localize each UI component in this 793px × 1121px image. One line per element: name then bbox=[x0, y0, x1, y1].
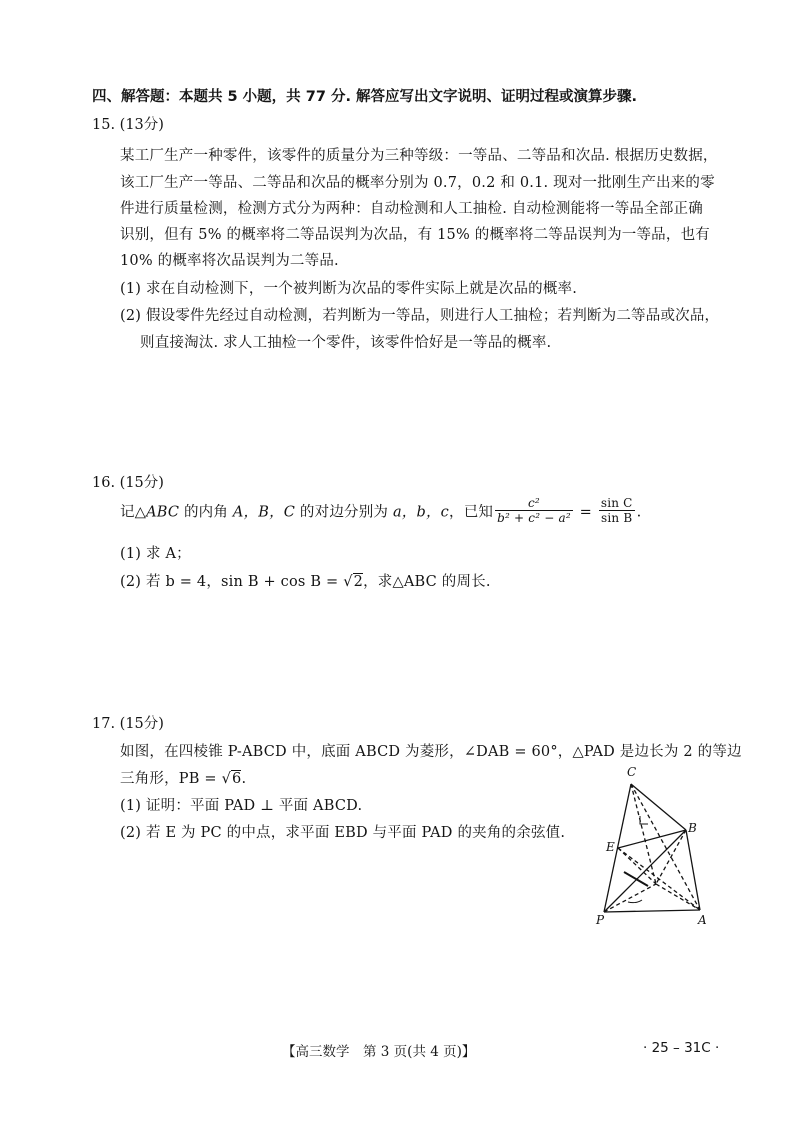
edge-PD bbox=[604, 884, 656, 912]
q16-fraction-left bbox=[495, 496, 573, 525]
label-E: E bbox=[606, 840, 615, 854]
edge-PA bbox=[604, 910, 700, 912]
right-angle-mark bbox=[640, 816, 648, 824]
segment-BD bbox=[656, 830, 686, 884]
q16-stem-mid: 的内角 bbox=[179, 504, 233, 521]
diagonal-CA bbox=[631, 784, 700, 910]
q15-stem-line-3: 件进行质量检测，检测方式分为两种：自动检测和人工抽检. 自动检测能将一等品全部正确 bbox=[120, 201, 703, 217]
q16-stem-mid2: 的对边分别为 bbox=[295, 504, 393, 521]
pencil-stroke bbox=[624, 872, 648, 886]
label-P: P bbox=[596, 913, 605, 927]
q17-stem-line-2 bbox=[120, 767, 246, 788]
q15-part-2-line-1: (2) 假设零件先经过自动检测，若判断为一等品，则进行人工抽检；若判断为二等品或次品， bbox=[120, 308, 720, 324]
q16-sides: a，b，c bbox=[392, 504, 449, 521]
segment-EB bbox=[618, 830, 686, 848]
q16-frac2-numerator: sin C bbox=[600, 496, 633, 510]
label-A: A bbox=[698, 913, 707, 927]
q16-frac1-numerator: c² bbox=[495, 496, 573, 511]
q15-stem-line-4: 识别，但有 5% 的概率将二等品误判为次品，有 15% 的概率将二等品误判为一等品，也有 bbox=[120, 227, 710, 243]
q15-stem-line-5: 10% 的概率将次品误判为二等品. bbox=[120, 253, 339, 269]
question-15-number: 15. (13分) bbox=[92, 117, 164, 133]
q16-part-1: (1) 求 A； bbox=[120, 546, 191, 562]
q16-fraction-right bbox=[599, 496, 635, 525]
q16-part-2 bbox=[120, 570, 491, 591]
q17-stem-line-1: 如图，在四棱锥 P-ABCD 中，底面 ABCD 为菱形，∠DAB = 60°，△PAD 是边长为 2 的等边 bbox=[120, 744, 742, 760]
paper-code: · 25 – 31C · bbox=[643, 1040, 720, 1056]
q17-sqrt-arg: 6 bbox=[232, 771, 242, 787]
pyramid-diagram bbox=[588, 762, 718, 927]
page-footer: 【高三数学 第 3 页(共 4 页)】 bbox=[282, 1044, 476, 1060]
q16-triangle: ABC bbox=[146, 504, 180, 521]
q16-part-2-b: ，求△ABC 的周长. bbox=[363, 574, 491, 590]
question-16-number: 16. (15分) bbox=[92, 475, 164, 491]
q16-equals: = bbox=[574, 504, 597, 521]
q16-frac1-denominator: b² + c² − a² bbox=[497, 511, 571, 525]
label-C: C bbox=[627, 765, 637, 779]
pencil-arc bbox=[628, 900, 642, 903]
q15-stem-line-2: 该工厂生产一等品、二等品和次品的概率分别为 0.7，0.2 和 0.1. 现对一批刚生产出来的零 bbox=[120, 175, 715, 191]
q17-part-1: (1) 证明：平面 PAD ⊥ 平面 ABCD. bbox=[120, 798, 363, 814]
q16-angles: A，B，C bbox=[232, 504, 296, 521]
q16-stem-mid3: ，已知 bbox=[449, 504, 494, 521]
q16-stem-prefix: 记△ bbox=[120, 504, 147, 521]
q16-frac2-denominator: sin B bbox=[601, 511, 633, 525]
q17-stem-line-2-b: . bbox=[241, 771, 247, 787]
question-17-number: 17. (15分) bbox=[92, 716, 164, 732]
pyramid-figure bbox=[588, 762, 718, 927]
q16-part-2-a: (2) 若 b = 4，sin B + cos B = √ bbox=[120, 574, 353, 590]
q16-stem bbox=[120, 498, 641, 527]
label-B: B bbox=[688, 821, 697, 835]
edge-CD bbox=[631, 784, 656, 884]
q17-part-2: (2) 若 E 为 PC 的中点，求平面 EBD 与平面 PAD 的夹角的余弦值. bbox=[120, 825, 566, 841]
q15-stem-line-1: 某工厂生产一种零件，该零件的质量分为三种等级：一等品、二等品和次品. 根据历史数据， bbox=[120, 148, 718, 164]
q16-stem-end: . bbox=[636, 504, 642, 521]
edge-CB bbox=[631, 784, 686, 830]
q15-part-1: (1) 求在自动检测下，一个被判断为次品的零件实际上就是次品的概率. bbox=[120, 281, 578, 297]
section-heading: 四、解答题：本题共 5 小题，共 77 分. 解答应写出文字说明、证明过程或演算步骤. bbox=[92, 89, 638, 105]
q16-sqrt-arg: 2 bbox=[353, 574, 364, 590]
q17-stem-line-2-a: 三角形，PB = √ bbox=[120, 771, 232, 787]
q15-part-2-line-2: 则直接淘汰. 求人工抽检一个零件，该零件恰好是一等品的概率. bbox=[140, 335, 552, 351]
